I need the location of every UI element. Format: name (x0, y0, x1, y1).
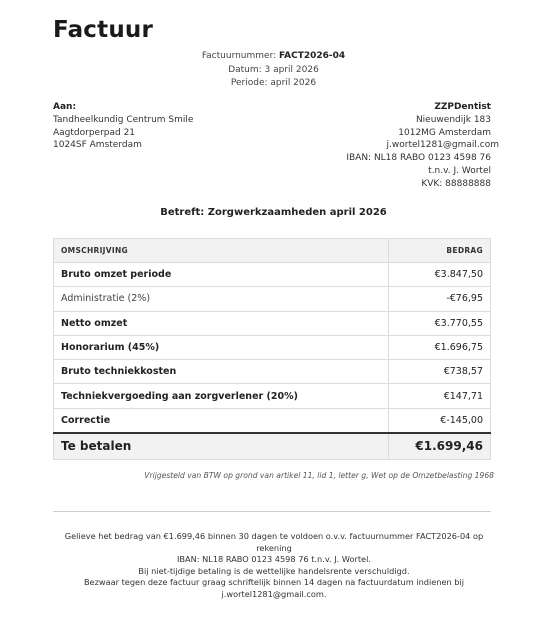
row-description: Techniekvergoeding aan zorgverlener (20%) (54, 384, 389, 408)
invoice-number-label: Factuurnummer: (201, 51, 277, 61)
row-description: Bruto omzet periode (54, 263, 389, 287)
total-label: Te betalen (54, 433, 389, 460)
sender-email: j.wortel1281@gmail.com (386, 140, 499, 151)
table-row (54, 384, 491, 408)
table-row (54, 263, 491, 287)
invoice-meta (0, 50, 547, 91)
sender-kvk: KVK: 88888888 (421, 178, 491, 189)
recipient-heading: Aan: (53, 102, 77, 112)
column-header-description: OMSCHRIJVING (54, 239, 389, 263)
table-row (54, 360, 491, 384)
footer-line: Bezwaar tegen deze factuur graag schriftelijk binnen 14 dagen na factuurdatum indienen bij (83, 577, 465, 588)
payment-footer (53, 531, 495, 601)
recipient-line: Aagtdorperpad 21 (53, 127, 136, 138)
sender-account-holder: t.n.v. J. Wortel (428, 165, 491, 176)
footer-line: Bij niet-tijdige betaling is de wettelijke handelsrente verschuldigd. (138, 565, 410, 576)
recipient-line: Tandheelkundig Centrum Smile (53, 114, 194, 125)
table-row (54, 408, 491, 432)
invoice-period: Periode: april 2026 (230, 78, 317, 88)
invoice-date: Datum: 3 april 2026 (228, 64, 319, 75)
row-amount: €3.770,55 (389, 311, 491, 335)
recipient-block (53, 101, 193, 152)
row-description: Netto omzet (54, 311, 389, 335)
recipient-line: 1024SF Amsterdam (53, 140, 142, 151)
row-description: Honorarium (45%) (54, 335, 389, 359)
sender-block (251, 101, 499, 191)
invoice-subject: Betreft: Zorgwerkzaamheden april 2026 (160, 207, 387, 218)
row-description: Administratie (2%) (54, 287, 389, 311)
row-amount: €3.847,50 (389, 263, 491, 287)
vat-exemption-note: Vrijgesteld van BTW op grond van artikel 11, lid 1, letter g, Wet op de Omzetbelasting 1968 (144, 471, 494, 480)
row-description: Correctie (54, 408, 389, 432)
sender-line: 1012MG Amsterdam (398, 127, 491, 138)
table-header-row (54, 239, 491, 263)
sender-line: Nieuwendijk 183 (415, 114, 491, 125)
footer-divider (53, 511, 491, 512)
total-amount: €1.699,46 (389, 433, 491, 460)
table-row (54, 311, 491, 335)
sender-name: ZZPDentist (434, 102, 491, 112)
footer-line: IBAN: NL18 RABO 0123 4598 76 t.n.v. J. Wortel. (177, 554, 371, 565)
invoice-items-table (53, 238, 491, 460)
row-amount: €-145,00 (389, 408, 491, 432)
invoice-number: FACT2026-04 (279, 51, 346, 61)
invoice-title: Factuur (53, 17, 154, 43)
footer-line: Gelieve het bedrag van €1.699,46 binnen 30 dagen te voldoen o.v.v. factuurnummer FACT2026-04 op rekening (64, 531, 484, 553)
invoice-number-line (0, 50, 547, 64)
total-row (54, 433, 491, 460)
footer-line: j.wortel1281@gmail.com. (221, 588, 327, 599)
row-amount: €1.696,75 (389, 335, 491, 359)
row-description: Bruto techniekkosten (54, 360, 389, 384)
sender-iban: IBAN: NL18 RABO 0123 4598 76 (346, 153, 491, 164)
table-row (54, 335, 491, 359)
row-amount: -€76,95 (389, 287, 491, 311)
row-amount: €738,57 (389, 360, 491, 384)
table-row (54, 287, 491, 311)
column-header-amount: BEDRAG (389, 239, 491, 263)
row-amount: €147,71 (389, 384, 491, 408)
